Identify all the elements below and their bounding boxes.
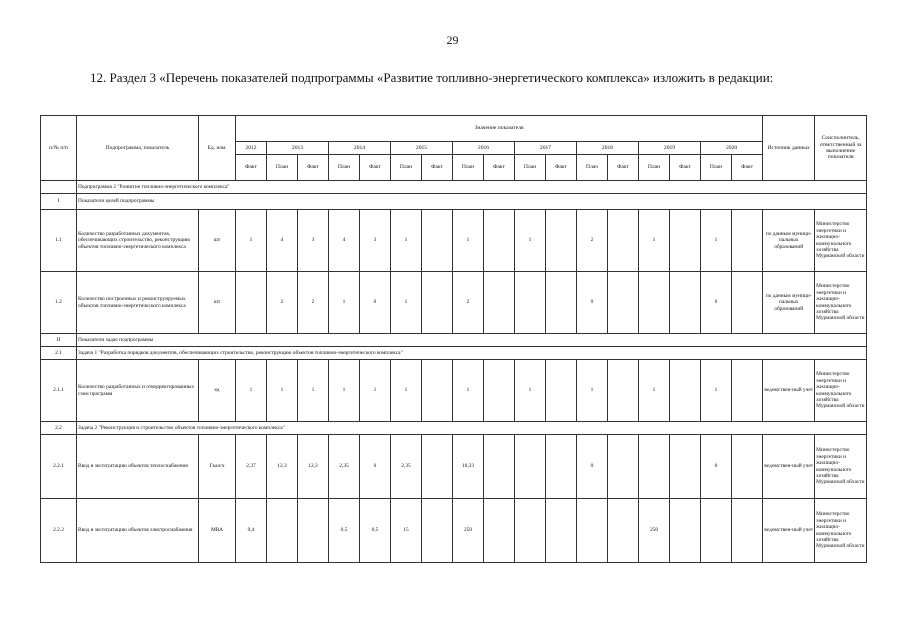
value-cell: 3 [360, 210, 391, 272]
year-2014: 2014 [329, 142, 391, 155]
value-cell: 15 [391, 499, 422, 563]
year-2015: 2015 [391, 142, 453, 155]
value-cell: 1 [267, 360, 298, 422]
data-source: ведомствен-ный учет [763, 499, 815, 563]
indicator-unit: ед [199, 360, 236, 422]
value-cell [267, 499, 298, 563]
header-unit: Ед. изм. [199, 116, 236, 181]
value-cell: 0,5 [360, 499, 391, 563]
value-cell: 2 [267, 272, 298, 334]
value-cell: 1 [453, 360, 484, 422]
data-source: по данным муници-пальных образований [763, 272, 815, 334]
value-cell: 1 [515, 360, 546, 422]
value-cell [422, 210, 453, 272]
section-row [41, 194, 867, 210]
value-cell [422, 499, 453, 563]
value-cell [484, 499, 515, 563]
value-cell: 0 [577, 272, 608, 334]
indicator-name: Ввод в эксплуатацию объектов теплоснабжения [77, 435, 199, 499]
value-cell [546, 360, 577, 422]
executor: Министерство энергетики и жилищно-коммунального хозяйства Мурманской области [815, 435, 867, 499]
value-cell [236, 272, 267, 334]
value-cell [608, 272, 639, 334]
col-plan: Плач [577, 155, 608, 181]
row-num: 1.2 [41, 272, 77, 334]
header-source: Источник данных [763, 116, 815, 181]
value-cell: 10,33 [453, 435, 484, 499]
indicator-unit: МВА [199, 499, 236, 563]
header-name: Подпрограмма, показатель [77, 116, 199, 181]
value-cell [484, 272, 515, 334]
value-cell: 2,37 [236, 435, 267, 499]
task-num: 2.2 [41, 422, 77, 435]
task-row [41, 422, 867, 435]
value-cell [608, 499, 639, 563]
value-cell: 3 [298, 210, 329, 272]
value-cell [546, 435, 577, 499]
value-cell [670, 272, 701, 334]
section-num: I [41, 194, 77, 210]
col-plan: План [453, 155, 484, 181]
table-row [41, 210, 867, 272]
col-fact: Факт [732, 155, 763, 181]
value-cell: 1 [453, 210, 484, 272]
value-cell: 1 [391, 360, 422, 422]
value-cell [732, 499, 763, 563]
value-cell [670, 360, 701, 422]
value-cell [422, 435, 453, 499]
indicator-name: Количество построенных и реконструируемых объектов топливно-энергетического комплекса [77, 272, 199, 334]
value-cell [732, 435, 763, 499]
value-cell: 12,3 [298, 435, 329, 499]
header-executor: Соисполнитель, ответственный за выполнение показателя [815, 116, 867, 181]
value-cell [422, 360, 453, 422]
year-2013: 2013 [267, 142, 329, 155]
value-cell [484, 210, 515, 272]
value-cell [670, 210, 701, 272]
executor: Министерство энергетики и жилищно-коммунального хозяйства Мурманской области [815, 210, 867, 272]
value-cell [298, 499, 329, 563]
value-cell [608, 210, 639, 272]
value-cell: 1 [298, 360, 329, 422]
value-cell: 0 [577, 435, 608, 499]
col-plan: План [701, 155, 732, 181]
value-cell [515, 499, 546, 563]
value-cell: 0 [360, 272, 391, 334]
value-cell: 1 [329, 360, 360, 422]
table-row [41, 272, 867, 334]
data-source: ведомствен-ный учет [763, 360, 815, 422]
table-row [41, 499, 867, 563]
indicator-name: Ввод в эксплуатацию объектов электроснабжения [77, 499, 199, 563]
value-cell [577, 499, 608, 563]
indicator-name: Количество разработанных документов, обеспечивающих строительство, реконструкцию объектов топливно-энергетического комплекса [77, 210, 199, 272]
value-cell: 1 [639, 210, 670, 272]
col-fact: Факт [484, 155, 515, 181]
indicator-unit: шт [199, 272, 236, 334]
year-2016: 2016 [453, 142, 515, 155]
task-row [41, 347, 867, 360]
indicators-table [40, 115, 867, 563]
col-fact: Факт [608, 155, 639, 181]
task-num: 2.1 [41, 347, 77, 360]
value-cell: 2 [577, 210, 608, 272]
value-cell: 2,35 [329, 435, 360, 499]
row-num: 1.1 [41, 210, 77, 272]
value-cell [515, 272, 546, 334]
col-fact: Факт [236, 155, 267, 181]
year-2012: 2012 [236, 142, 267, 155]
value-cell: 0 [360, 435, 391, 499]
section-heading: 12. Раздел 3 «Перечень показателей подпрограммы «Развитие топливно-энергетического комплекса» изложить в редакции: [90, 70, 774, 85]
value-cell [484, 360, 515, 422]
value-cell [639, 272, 670, 334]
table-row [41, 435, 867, 499]
value-cell: 1 [236, 210, 267, 272]
page-number: 29 [446, 33, 459, 47]
subprogram-row [41, 181, 867, 194]
value-cell: 1 [236, 360, 267, 422]
value-cell: 250 [453, 499, 484, 563]
col-plan: План [329, 155, 360, 181]
value-cell: 1 [391, 272, 422, 334]
value-cell [546, 499, 577, 563]
value-cell: 1 [639, 360, 670, 422]
value-cell [484, 435, 515, 499]
value-cell: 4 [267, 210, 298, 272]
executor: Министерство энергетики и жилищно-коммунального хозяйства Мурманской области [815, 360, 867, 422]
value-cell [608, 360, 639, 422]
col-fact: Факт [360, 155, 391, 181]
indicator-name: Количество разработанных и откорректированных схем программ [77, 360, 199, 422]
header-values: Значение показателя [236, 116, 763, 142]
col-fact: Факт [298, 155, 329, 181]
value-cell: 250 [639, 499, 670, 563]
value-cell: 1 [391, 210, 422, 272]
value-cell [422, 272, 453, 334]
value-cell: 1 [329, 272, 360, 334]
value-cell: 1 [360, 360, 391, 422]
value-cell [732, 210, 763, 272]
col-fact: Факт [670, 155, 701, 181]
col-plan: План [267, 155, 298, 181]
value-cell [670, 499, 701, 563]
value-cell [639, 435, 670, 499]
year-2017: 2017 [515, 142, 577, 155]
value-cell: 1 [701, 210, 732, 272]
task-title: Задача 1 "Разработка порядков документов, обеспечивающих строительство, реконструкцию объектов топливно-энергетического комплекса" [77, 347, 867, 360]
col-fact: Факт [422, 155, 453, 181]
value-cell: 0 [701, 435, 732, 499]
value-cell: 0 [701, 272, 732, 334]
value-cell: 2 [298, 272, 329, 334]
section-row [41, 334, 867, 347]
row-num: 2.1.1 [41, 360, 77, 422]
year-2020: 2020 [701, 142, 763, 155]
value-cell [608, 435, 639, 499]
value-cell: 1 [701, 360, 732, 422]
section-title: Показатели целей подпрограммы [77, 194, 867, 210]
task-title: Задача 2 "Реконструкция и строительство объектов топливно-энергетического комплекса" [77, 422, 867, 435]
row-num: 2.2.2 [41, 499, 77, 563]
col-plan: План [515, 155, 546, 181]
value-cell: 1 [515, 210, 546, 272]
value-cell [546, 272, 577, 334]
col-plan: План [639, 155, 670, 181]
executor: Министерство энергетики и жилищно-коммунального хозяйства Мурманской области [815, 272, 867, 334]
value-cell: 4 [329, 210, 360, 272]
value-cell [732, 360, 763, 422]
value-cell [670, 435, 701, 499]
row-num: 2.2.1 [41, 435, 77, 499]
value-cell [515, 435, 546, 499]
value-cell: 1 [577, 360, 608, 422]
value-cell [546, 210, 577, 272]
table-row [41, 360, 867, 422]
indicator-unit: шт [199, 210, 236, 272]
year-2018: 2018 [577, 142, 639, 155]
value-cell: 2 [453, 272, 484, 334]
value-cell: 9,4 [236, 499, 267, 563]
data-source: по данным муници-пальных образований [763, 210, 815, 272]
header-num: п/№ п/п [41, 116, 77, 181]
col-plan: План [391, 155, 422, 181]
value-cell: 12,3 [267, 435, 298, 499]
section-num: II [41, 334, 77, 347]
executor: Министерство энергетики и жилищно-коммунального хозяйства Мурманской области [815, 499, 867, 563]
indicator-unit: Гкал/ч [199, 435, 236, 499]
year-2019: 2019 [639, 142, 701, 155]
section-title: Показатели задач подпрограммы [77, 334, 867, 347]
subprogram-title: Подпрограмма 2 "Развитие топливно-энергетического комплекса" [77, 181, 867, 194]
value-cell [732, 272, 763, 334]
data-source: ведомствен-ный учет [763, 435, 815, 499]
value-cell: 2,35 [391, 435, 422, 499]
col-fact: Факт [546, 155, 577, 181]
value-cell [701, 499, 732, 563]
value-cell: 0,5 [329, 499, 360, 563]
